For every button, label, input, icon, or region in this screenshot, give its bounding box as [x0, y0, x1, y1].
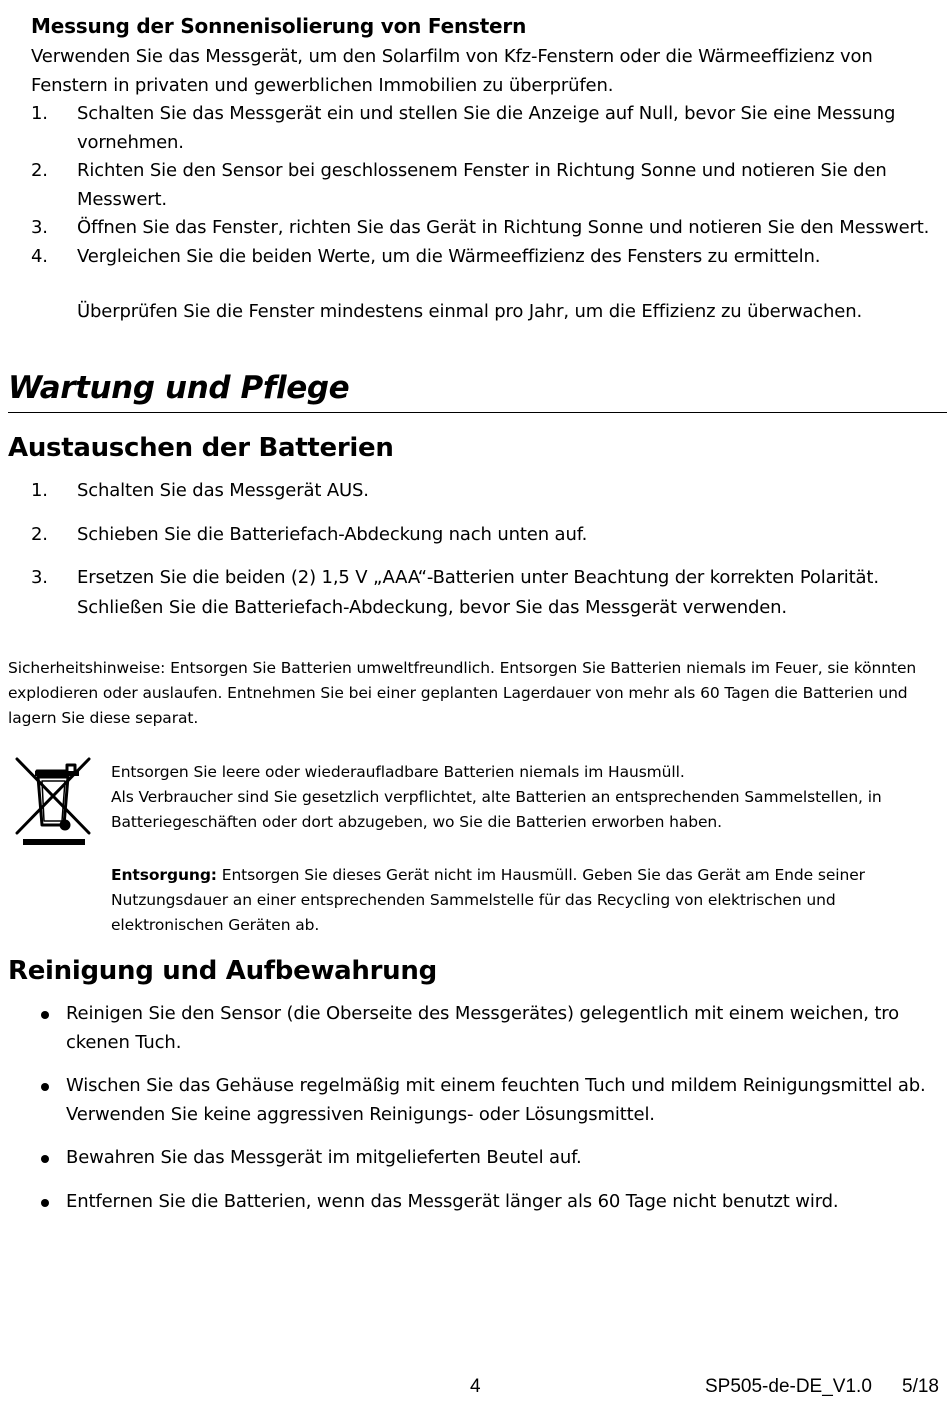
list-item: 3. Öffnen Sie das Fenster, richten Sie das Gerät in Richtung Sonne und notieren Sie den Messwert. [31, 217, 930, 238]
heading-replace-batteries: Austauschen der Batterien [8, 433, 394, 463]
battery-steps-list [31, 477, 936, 593]
battery-disposal-text: Entsorgen Sie leere oder wiederaufladbare Batterien niemals im Hausmüll. Als Verbraucher sind Sie gesetzlich verpflichtet, alte Batterien an entsprechenden Sammelstellen, in Batteriegeschäften oder dort abzugeben, wo Sie die Batterien erworben haben. [111, 763, 882, 831]
disposal-label: Entsorgung: [111, 866, 217, 884]
section-divider [8, 412, 947, 413]
section-heading-solar-insulation: Messung der Sonnenisolierung von Fenstern [31, 14, 527, 38]
bullet-icon [41, 1155, 49, 1163]
cleaning-bullet-list [37, 1000, 942, 1216]
list-item: 4. Vergleichen Sie die beiden Werte, um die Wärmeeffizienz des Fensters zu ermitteln. [31, 245, 821, 267]
bullet-icon [41, 1199, 49, 1207]
section-title-maintenance: Wartung und Pflege [8, 370, 350, 406]
check-yearly-note: Überprüfen Sie die Fenster mindestens einmal pro Jahr, um die Effizienz zu überwachen. [77, 301, 863, 322]
list-item: Bewahren Sie das Messgerät im mitgelieferten Beutel auf. [37, 1144, 942, 1173]
page-of-total: 5/18 [902, 1376, 939, 1397]
list-item: Entfernen Sie die Batterien, wenn das Messgerät länger als 60 Tage nicht benutzt wird. [37, 1188, 942, 1217]
bullet-icon [41, 1083, 49, 1091]
list-item: 1. Schalten Sie das Messgerät AUS. [31, 480, 369, 501]
list-item: Reinigen Sie den Sensor (die Oberseite des Messgerätes) gelegentlich mit einem weichen, tro ckenen Tuch. [37, 1000, 942, 1057]
bullet-icon [41, 1011, 49, 1019]
page-number: 4 [470, 1376, 481, 1397]
list-item: Wischen Sie das Gehäuse regelmäßig mit einem feuchten Tuch und mildem Reinigungsmittel ab. Verwenden Sie keine aggressiven Reinigungs- oder Lösungsmittel. [37, 1072, 942, 1129]
close-cover-note: Schließen Sie die Batteriefach-Abdeckung, bevor Sie das Messgerät verwenden. [77, 597, 787, 618]
safety-notice: Sicherheitshinweise: Entsorgen Sie Batterien umweltfreundlich. Entsorgen Sie Batterien niemals im Feuer, sie könnten explodieren oder auslaufen. Entnehmen Sie bei einer geplanten Lagerdauer von mehr als 60 Tagen die Batterien und lagern Sie diese separat. [8, 659, 917, 727]
list-item: 1. Schalten Sie das Messgerät ein und stellen Sie die Anzeige auf Null, bevor Sie eine Messung vornehmen. [31, 103, 896, 153]
crossed-out-wheelie-bin-icon [13, 755, 93, 847]
heading-cleaning-storage: Reinigung und Aufbewahrung [8, 956, 437, 986]
list-item: 3. Ersetzen Sie die beiden (2) 1,5 V „AAA“-Batterien unter Beachtung der korrekten Polarität. [31, 567, 879, 588]
measurement-steps-list [31, 100, 936, 271]
document-id: SP505-de-DE_V1.0 [705, 1376, 872, 1397]
device-disposal-text: Entsorgung: Entsorgen Sie dieses Gerät nicht im Hausmüll. Geben Sie das Gerät am Ende seiner Nutzungsdauer an einer entsprechenden Sammelstelle für das Recycling von elektrischen und elektronischen Geräten ab. [111, 866, 865, 934]
intro-paragraph: Verwenden Sie das Messgerät, um den Solarfilm von Kfz-Fenstern oder die Wärmeeffizienz von Fenstern in privaten und gewerblichen Immobilien zu überprüfen. [31, 46, 873, 96]
list-item: 2. Richten Sie den Sensor bei geschlossenem Fenster in Richtung Sonne und notieren Sie den Messwert. [31, 160, 887, 210]
list-item: 2. Schieben Sie die Batteriefach-Abdeckung nach unten auf. [31, 523, 588, 545]
